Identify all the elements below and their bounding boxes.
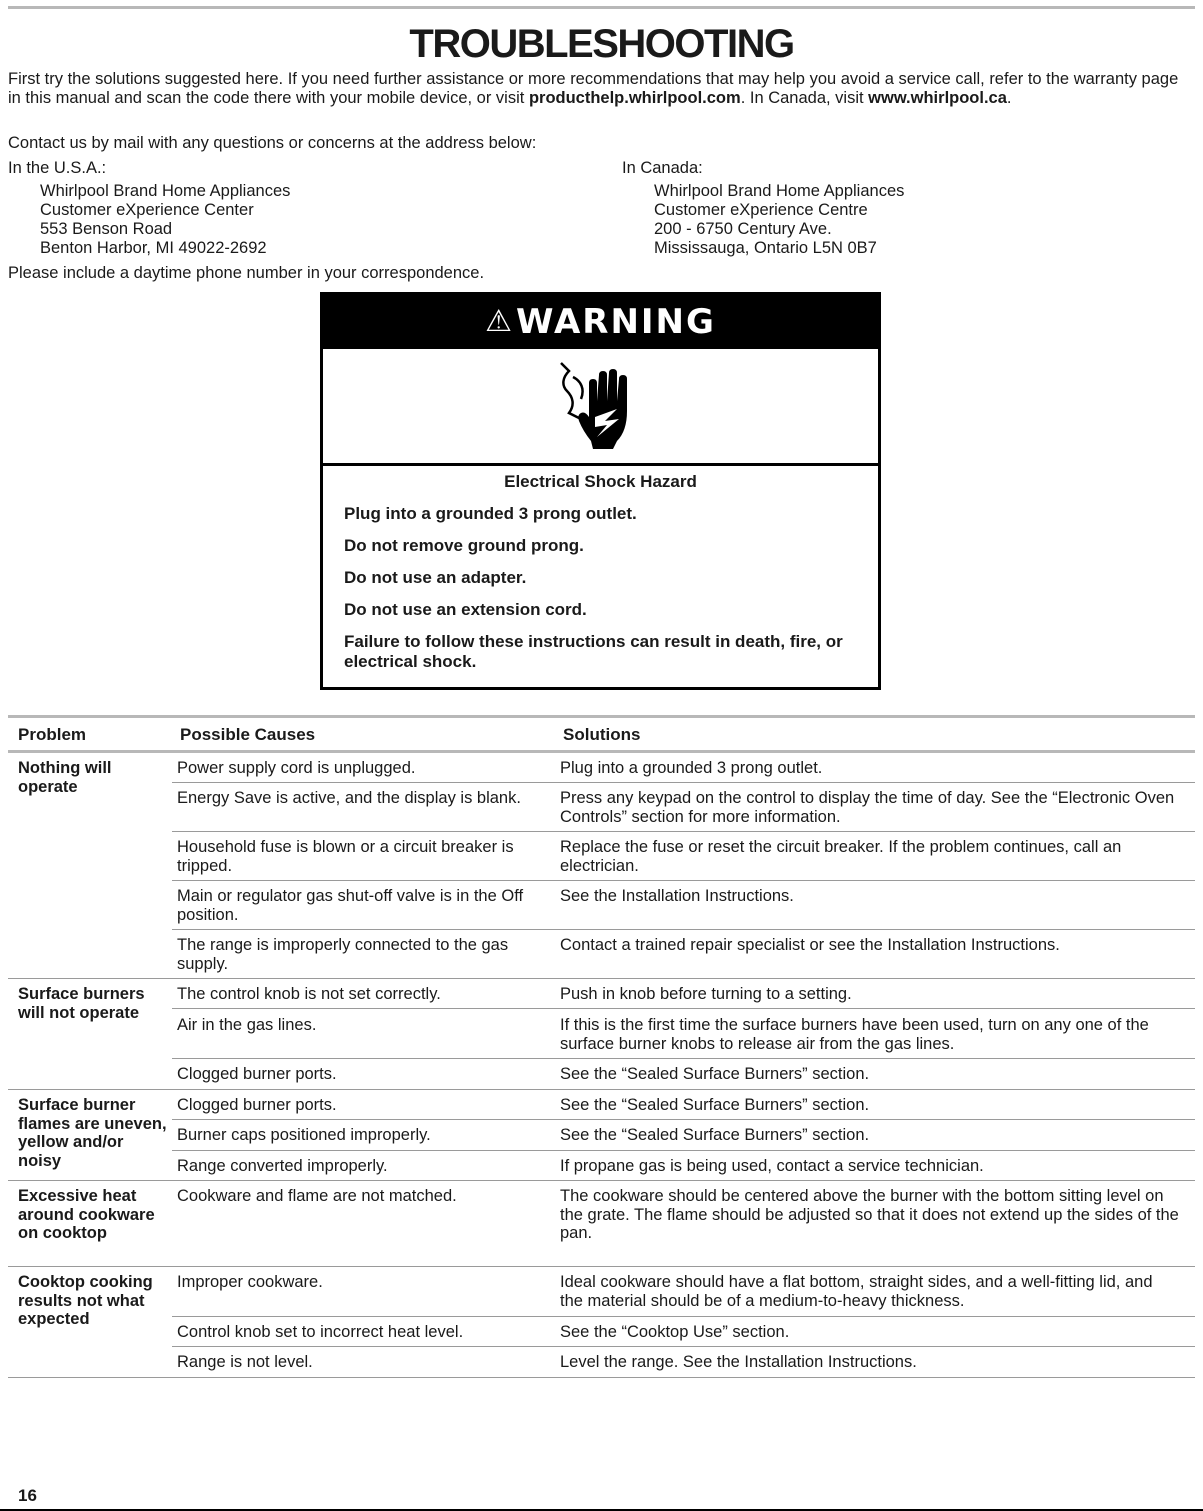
cause-cell: Improper cookware.	[177, 1273, 323, 1291]
page-number: 16	[18, 1486, 37, 1505]
canada-address-line: 200 - 6750 Century Ave.	[654, 220, 832, 238]
header-solutions: Solutions	[563, 725, 641, 744]
intro-text-2: . In Canada, visit	[740, 89, 869, 107]
warning-heading: WARNING	[515, 302, 716, 342]
canada-address-line: Customer eXperience Centre	[654, 201, 868, 219]
canada-address-line: Whirlpool Brand Home Appliances	[654, 182, 905, 200]
intro-text-1: First try the solutions suggested here. If you need further assistance or more recommendations that may help you avoid a service call, refer to the warranty page in this manual and scan the code there with your mobile device, or visit	[8, 70, 1179, 107]
solution-cell: Replace the fuse or reset the circuit breaker. If the problem continues, call an electrician.	[560, 838, 1122, 875]
electrical-shock-hand-icon	[555, 361, 645, 453]
problem-excessive-heat: Excessive heat around cookware on cooktop	[18, 1187, 155, 1242]
hazard-title: Electrical Shock Hazard	[504, 472, 697, 491]
cause-cell: Energy Save is active, and the display is blank.	[177, 789, 521, 807]
solution-cell: See the “Sealed Surface Burners” section.	[560, 1065, 870, 1083]
warning-triangle-icon: ⚠	[485, 304, 514, 339]
row-divider	[172, 1150, 1195, 1151]
row-divider	[172, 880, 1195, 881]
top-rule	[8, 6, 1195, 9]
table-header-rule	[8, 750, 1195, 753]
cause-cell: The control knob is not set correctly.	[177, 985, 441, 1003]
usa-address-line: 553 Benson Road	[40, 220, 173, 238]
group-divider	[8, 1266, 1195, 1267]
cause-cell: Air in the gas lines.	[177, 1016, 317, 1034]
solution-cell: See the Installation Instructions.	[560, 887, 794, 905]
support-link-canada[interactable]: www.whirlpool.ca	[868, 89, 1007, 107]
problem-cooktop-cooking-results: Cooktop cooking results not what expected	[18, 1273, 153, 1328]
cause-cell: Main or regulator gas shut-off valve is in the Off position.	[177, 887, 524, 924]
group-divider	[8, 1089, 1195, 1090]
solution-cell: See the “Cooktop Use” section.	[560, 1323, 790, 1341]
row-divider	[172, 1008, 1195, 1009]
header-causes: Possible Causes	[180, 725, 316, 744]
intro-text-3: .	[1006, 89, 1012, 107]
usa-address	[40, 182, 290, 258]
contact-line: Contact us by mail with any questions or concerns at the address below:	[8, 134, 537, 152]
solution-cell: If this is the first time the surface burners have been used, turn on any one of the surface burner knobs to release air from the gas lines.	[560, 1016, 1149, 1053]
warning-header	[323, 295, 878, 349]
solution-cell: See the “Sealed Surface Burners” section.	[560, 1126, 870, 1144]
warning-line: Plug into a grounded 3 prong outlet.	[344, 504, 637, 523]
cause-cell: The range is improperly connected to the gas supply.	[177, 936, 509, 973]
problem-surface-burner-flames-uneven: Surface burner flames are uneven, yellow and/or noisy	[18, 1096, 167, 1170]
table-bottom-rule	[8, 1377, 1195, 1378]
cause-cell: Control knob set to incorrect heat level.	[177, 1323, 464, 1341]
solution-cell: If propane gas is being used, contact a service technician.	[560, 1157, 984, 1175]
warning-line: Do not use an adapter.	[344, 568, 527, 587]
warning-line: Do not remove ground prong.	[344, 536, 584, 555]
canada-heading: In Canada:	[622, 159, 703, 177]
header-problem: Problem	[18, 725, 87, 744]
cause-cell: Power supply cord is unplugged.	[177, 759, 416, 777]
canada-address-line: Mississauga, Ontario L5N 0B7	[654, 239, 877, 257]
table-top-rule	[8, 715, 1195, 718]
group-divider	[8, 978, 1195, 979]
row-divider	[172, 782, 1195, 783]
warning-icon-area	[323, 349, 878, 466]
solution-cell: Contact a trained repair specialist or see the Installation Instructions.	[560, 936, 1060, 954]
usa-address-line: Customer eXperience Center	[40, 201, 254, 219]
intro-paragraph	[8, 70, 1188, 108]
solution-cell: Press any keypad on the control to display the time of day. See the “Electronic Oven Controls” section for more information.	[560, 789, 1175, 826]
warning-body	[323, 466, 878, 672]
usa-heading: In the U.S.A.:	[8, 159, 107, 177]
row-divider	[172, 929, 1195, 930]
group-divider	[8, 1180, 1195, 1181]
cause-cell: Clogged burner ports.	[177, 1096, 337, 1114]
warning-box	[320, 292, 881, 690]
cause-cell: Range converted improperly.	[177, 1157, 388, 1175]
problem-nothing-will-operate: Nothing will operate	[18, 759, 112, 796]
support-link-us[interactable]: producthelp.whirlpool.com	[528, 89, 741, 107]
row-divider	[172, 1119, 1195, 1120]
solution-cell: See the “Sealed Surface Burners” section.	[560, 1096, 870, 1114]
page-title: TROUBLESHOOTING	[409, 22, 794, 66]
problem-surface-burners-will-not-operate: Surface burners will not operate	[18, 985, 145, 1022]
usa-address-line: Whirlpool Brand Home Appliances	[40, 182, 291, 200]
phone-note: Please include a daytime phone number in your correspondence.	[8, 264, 485, 282]
row-divider	[172, 1346, 1195, 1347]
cause-cell: Clogged burner ports.	[177, 1065, 337, 1083]
row-divider	[172, 1316, 1195, 1317]
cause-cell: Household fuse is blown or a circuit breaker is tripped.	[177, 838, 514, 875]
solution-cell: Plug into a grounded 3 prong outlet.	[560, 759, 823, 777]
solution-cell: The cookware should be centered above the burner with the bottom sitting level on the grate. The flame should be adjusted so that it does not extend up the sides of the pan.	[560, 1187, 1179, 1242]
warning-line: Do not use an extension cord.	[344, 600, 587, 619]
cause-cell: Range is not level.	[177, 1353, 313, 1371]
cause-cell: Burner caps positioned improperly.	[177, 1126, 431, 1144]
usa-address-line: Benton Harbor, MI 49022-2692	[40, 239, 267, 257]
solution-cell: Push in knob before turning to a setting.	[560, 985, 852, 1003]
cause-cell: Cookware and flame are not matched.	[177, 1187, 457, 1205]
solution-cell: Level the range. See the Installation Instructions.	[560, 1353, 917, 1371]
solution-cell: Ideal cookware should have a flat bottom, straight sides, and a well-fitting lid, and the material should be of a medium-to-heavy thickness.	[560, 1273, 1153, 1310]
row-divider	[172, 831, 1195, 832]
canada-address	[654, 182, 904, 258]
warning-line: Failure to follow these instructions can result in death, fire, or electrical shock.	[344, 632, 843, 671]
row-divider	[172, 1058, 1195, 1059]
